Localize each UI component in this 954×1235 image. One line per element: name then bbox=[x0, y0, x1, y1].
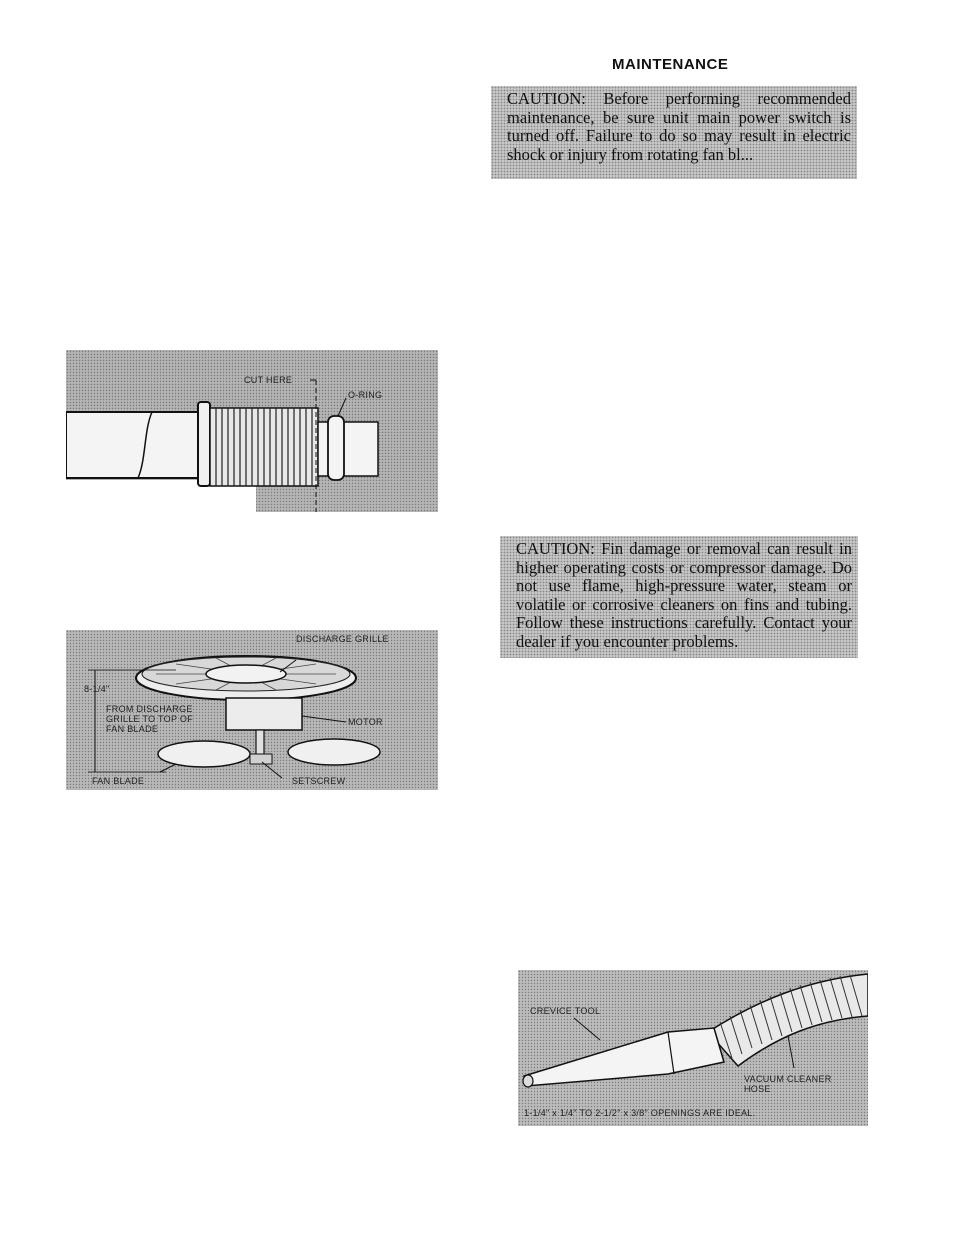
distance-line2: GRILLE TO TOP OF bbox=[106, 714, 193, 724]
oring-label: O-RING bbox=[348, 390, 383, 400]
vacuum-hose-label-2: HOSE bbox=[744, 1084, 771, 1094]
fan-blade-label: FAN BLADE bbox=[92, 776, 145, 786]
discharge-grille-label: DISCHARGE GRILLE bbox=[296, 634, 389, 644]
motor-label: MOTOR bbox=[348, 717, 383, 727]
fan-figure bbox=[66, 630, 438, 790]
caution-power-box: CAUTION: Before performing recommended maintenance, be sure unit main power switch is turned off. Failure to do so may result in electric shock or injury from rotating fan bl... bbox=[491, 86, 857, 179]
vacuum-hose-label-1: VACUUM CLEANER bbox=[744, 1074, 832, 1084]
hose-figure bbox=[66, 350, 438, 512]
caution-fin-box: CAUTION: Fin damage or removal can result in higher operating costs or compressor damage. Do not use flame, high-pressure water, steam or volatile or corrosive cleaners on fins and tubing. Follow these instructions carefully. Contact your dealer if you encounter problems. bbox=[500, 536, 858, 658]
setscrew-label: SETSCREW bbox=[292, 776, 346, 786]
vacuum-figure bbox=[518, 970, 868, 1126]
cut-here-label: CUT HERE bbox=[244, 375, 293, 385]
distance-line1: FROM DISCHARGE bbox=[106, 704, 193, 714]
page-heading: MAINTENANCE bbox=[612, 56, 729, 73]
crevice-tool-label: CREVICE TOOL bbox=[530, 1006, 601, 1016]
distance-value: 8-1/4" bbox=[84, 684, 110, 694]
openings-label: 1-1/4" x 1/4" TO 2-1/2" x 3/8" OPENINGS ARE IDEAL. bbox=[524, 1108, 756, 1118]
distance-line3: FAN BLADE bbox=[106, 724, 159, 734]
